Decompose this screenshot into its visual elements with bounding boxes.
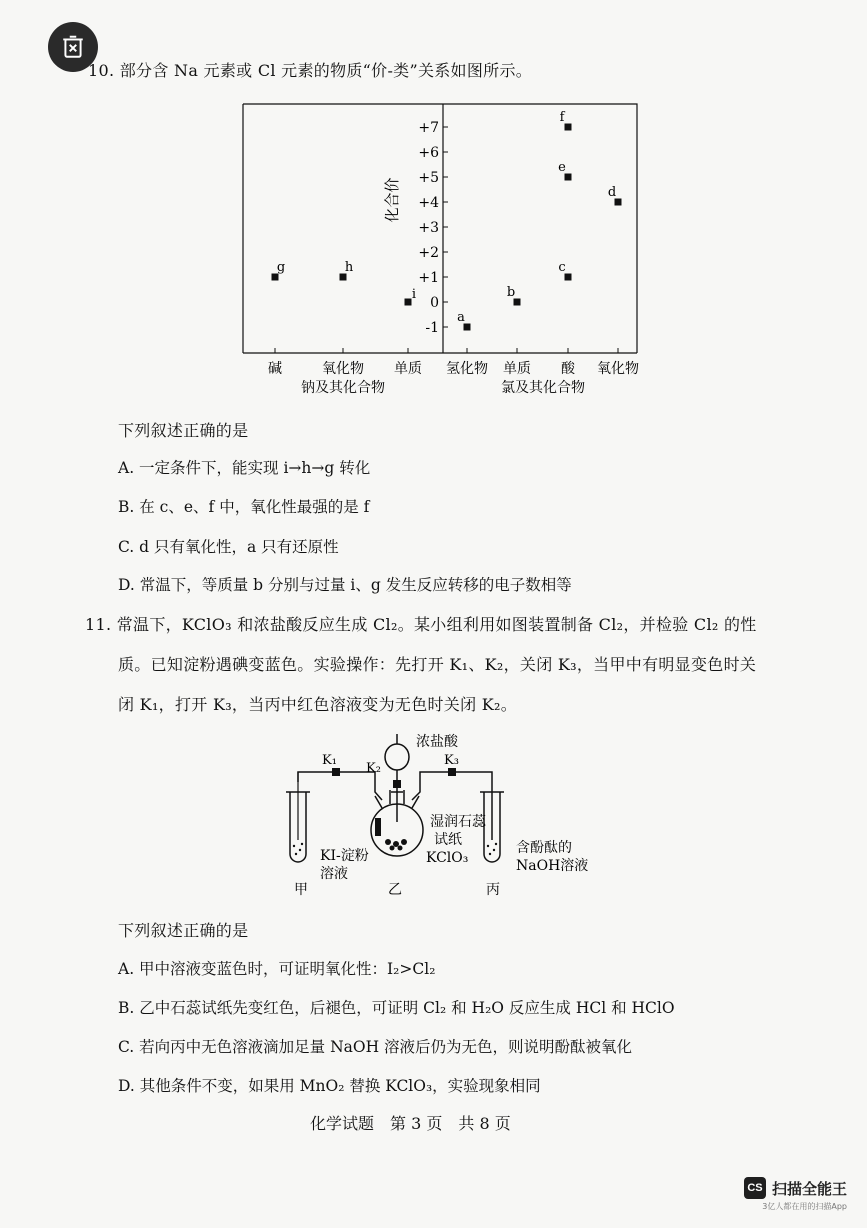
q11-stem-line2: 质。已知淀粉遇碘变蓝色。实验操作：先打开 K₁、K₂，关闭 K₃，当甲中有明显变色时关 <box>118 655 757 674</box>
scanner-watermark <box>744 1177 847 1212</box>
chart-x-labels <box>268 348 639 396</box>
group-label-chlorine: 氯及其化合物 <box>501 380 585 396</box>
q11-stem-line1: 11. 常温下，KClO₃ 和浓盐酸反应生成 Cl₂。某小组利用如图装置制备 Cl₂，并检验 Cl₂ 的性 <box>85 615 757 634</box>
kclo3-label: KClO₃ <box>426 850 469 866</box>
naoh-label-2: NaOH溶液 <box>516 858 589 874</box>
valve-k3 <box>448 768 456 776</box>
k3-label: K₃ <box>444 753 459 768</box>
data-point-i <box>405 299 412 306</box>
q11-option-c: C. 若向丙中无色溶液滴加足量 NaOH 溶液后仍为无色，则说明酚酞被氧化 <box>118 1038 633 1056</box>
q10-option-d: D. 常温下，等质量 b 分别与过量 i、g 发生反应转移的电子数相等 <box>118 576 572 594</box>
y-tick-label: 0 <box>430 295 439 311</box>
data-label-a: a <box>457 310 465 325</box>
x-tick-label: 氢化物 <box>446 361 488 377</box>
y-tick-label: +3 <box>418 220 439 236</box>
q10-option-c: C. d 只有氧化性，a 只有还原性 <box>118 538 339 556</box>
cs-logo-icon: CS <box>744 1177 766 1199</box>
y-tick-label: +2 <box>418 245 439 261</box>
x-tick-label: 酸 <box>561 361 575 377</box>
y-tick-label: -1 <box>425 320 439 336</box>
k1-label: K₁ <box>322 753 337 768</box>
y-tick-label: +5 <box>418 170 439 186</box>
left-tubing <box>298 772 382 800</box>
chart-frame <box>243 104 637 353</box>
naoh-label-1: 含酚酞的 <box>516 840 572 856</box>
q10-stem: 10. 部分含 Na 元素或 Cl 元素的物质“价-类”关系如图所示。 <box>88 61 533 80</box>
litmus-label-1: 湿润石蕊 <box>430 814 486 830</box>
q10-prompt: 下列叙述正确的是 <box>118 421 249 440</box>
ki-label-1: KI-淀粉 <box>320 848 369 864</box>
valve-k2 <box>393 780 401 788</box>
q11-option-a: A. 甲中溶液变蓝色时，可证明氧化性：I₂>Cl₂ <box>118 960 436 978</box>
chart-points <box>272 110 622 331</box>
delete-icon <box>60 34 86 60</box>
chart-border <box>243 104 637 353</box>
data-label-i: i <box>411 287 417 302</box>
x-tick-label: 氧化物 <box>597 361 639 377</box>
bing-label: 丙 <box>486 882 500 898</box>
hcl-label: 浓盐酸 <box>416 734 458 750</box>
q10-option-b: B. 在 c、e、f 中，氧化性最强的是 f <box>118 498 370 516</box>
page-footer: 化学试题 第 3 页 共 8 页 <box>310 1114 511 1133</box>
litmus-label-2: 试纸 <box>434 832 462 848</box>
apparatus-diagram <box>280 722 610 902</box>
chart-y-label: 化合价 <box>383 177 401 223</box>
q11-prompt: 下列叙述正确的是 <box>118 921 249 940</box>
q10-option-a: A. 一定条件下，能实现 i→h→g 转化 <box>118 459 371 477</box>
q11-option-d: D. 其他条件不变，如果用 MnO₂ 替换 KClO₃，实验现象相同 <box>118 1077 541 1095</box>
k2-label: K₂ <box>366 761 381 776</box>
y-tick-label: +1 <box>418 270 439 286</box>
data-label-g: g <box>276 260 286 275</box>
data-label-c: c <box>558 260 566 275</box>
x-tick-label: 碱 <box>268 361 282 377</box>
y-tick-label: +6 <box>418 145 439 161</box>
brand-tagline: 3亿人都在用的扫描App <box>762 1202 847 1211</box>
yi-label: 乙 <box>388 882 402 898</box>
x-tick-label: 单质 <box>394 361 422 377</box>
ki-label-2: 溶液 <box>320 866 348 882</box>
data-label-h: h <box>344 260 354 275</box>
valence-class-chart <box>235 98 655 398</box>
x-tick-label: 单质 <box>503 361 531 377</box>
data-point-f <box>565 124 572 131</box>
data-label-f: f <box>559 110 565 125</box>
q11-option-b: B. 乙中石蕊试纸先变红色，后褪色，可证明 Cl₂ 和 H₂O 反应生成 HCl 和 HClO <box>118 999 675 1017</box>
dropping-funnel <box>385 744 409 770</box>
y-tick-label: +7 <box>418 120 439 136</box>
brand-name: 扫描全能王 <box>771 1179 847 1198</box>
kclo3-solid <box>385 839 407 851</box>
data-label-d: d <box>607 185 617 200</box>
litmus-paper <box>375 818 381 836</box>
data-label-b: b <box>506 285 516 300</box>
y-tick-label: +4 <box>418 195 439 211</box>
jia-label: 甲 <box>294 882 308 898</box>
x-tick-label: 氧化物 <box>322 361 364 377</box>
valve-k1 <box>332 768 340 776</box>
group-label-sodium: 钠及其化合物 <box>301 380 385 396</box>
data-label-e: e <box>558 160 566 175</box>
q11-stem-line3: 闭 K₁，打开 K₃，当丙中红色溶液变为无色时关闭 K₂。 <box>118 695 518 714</box>
